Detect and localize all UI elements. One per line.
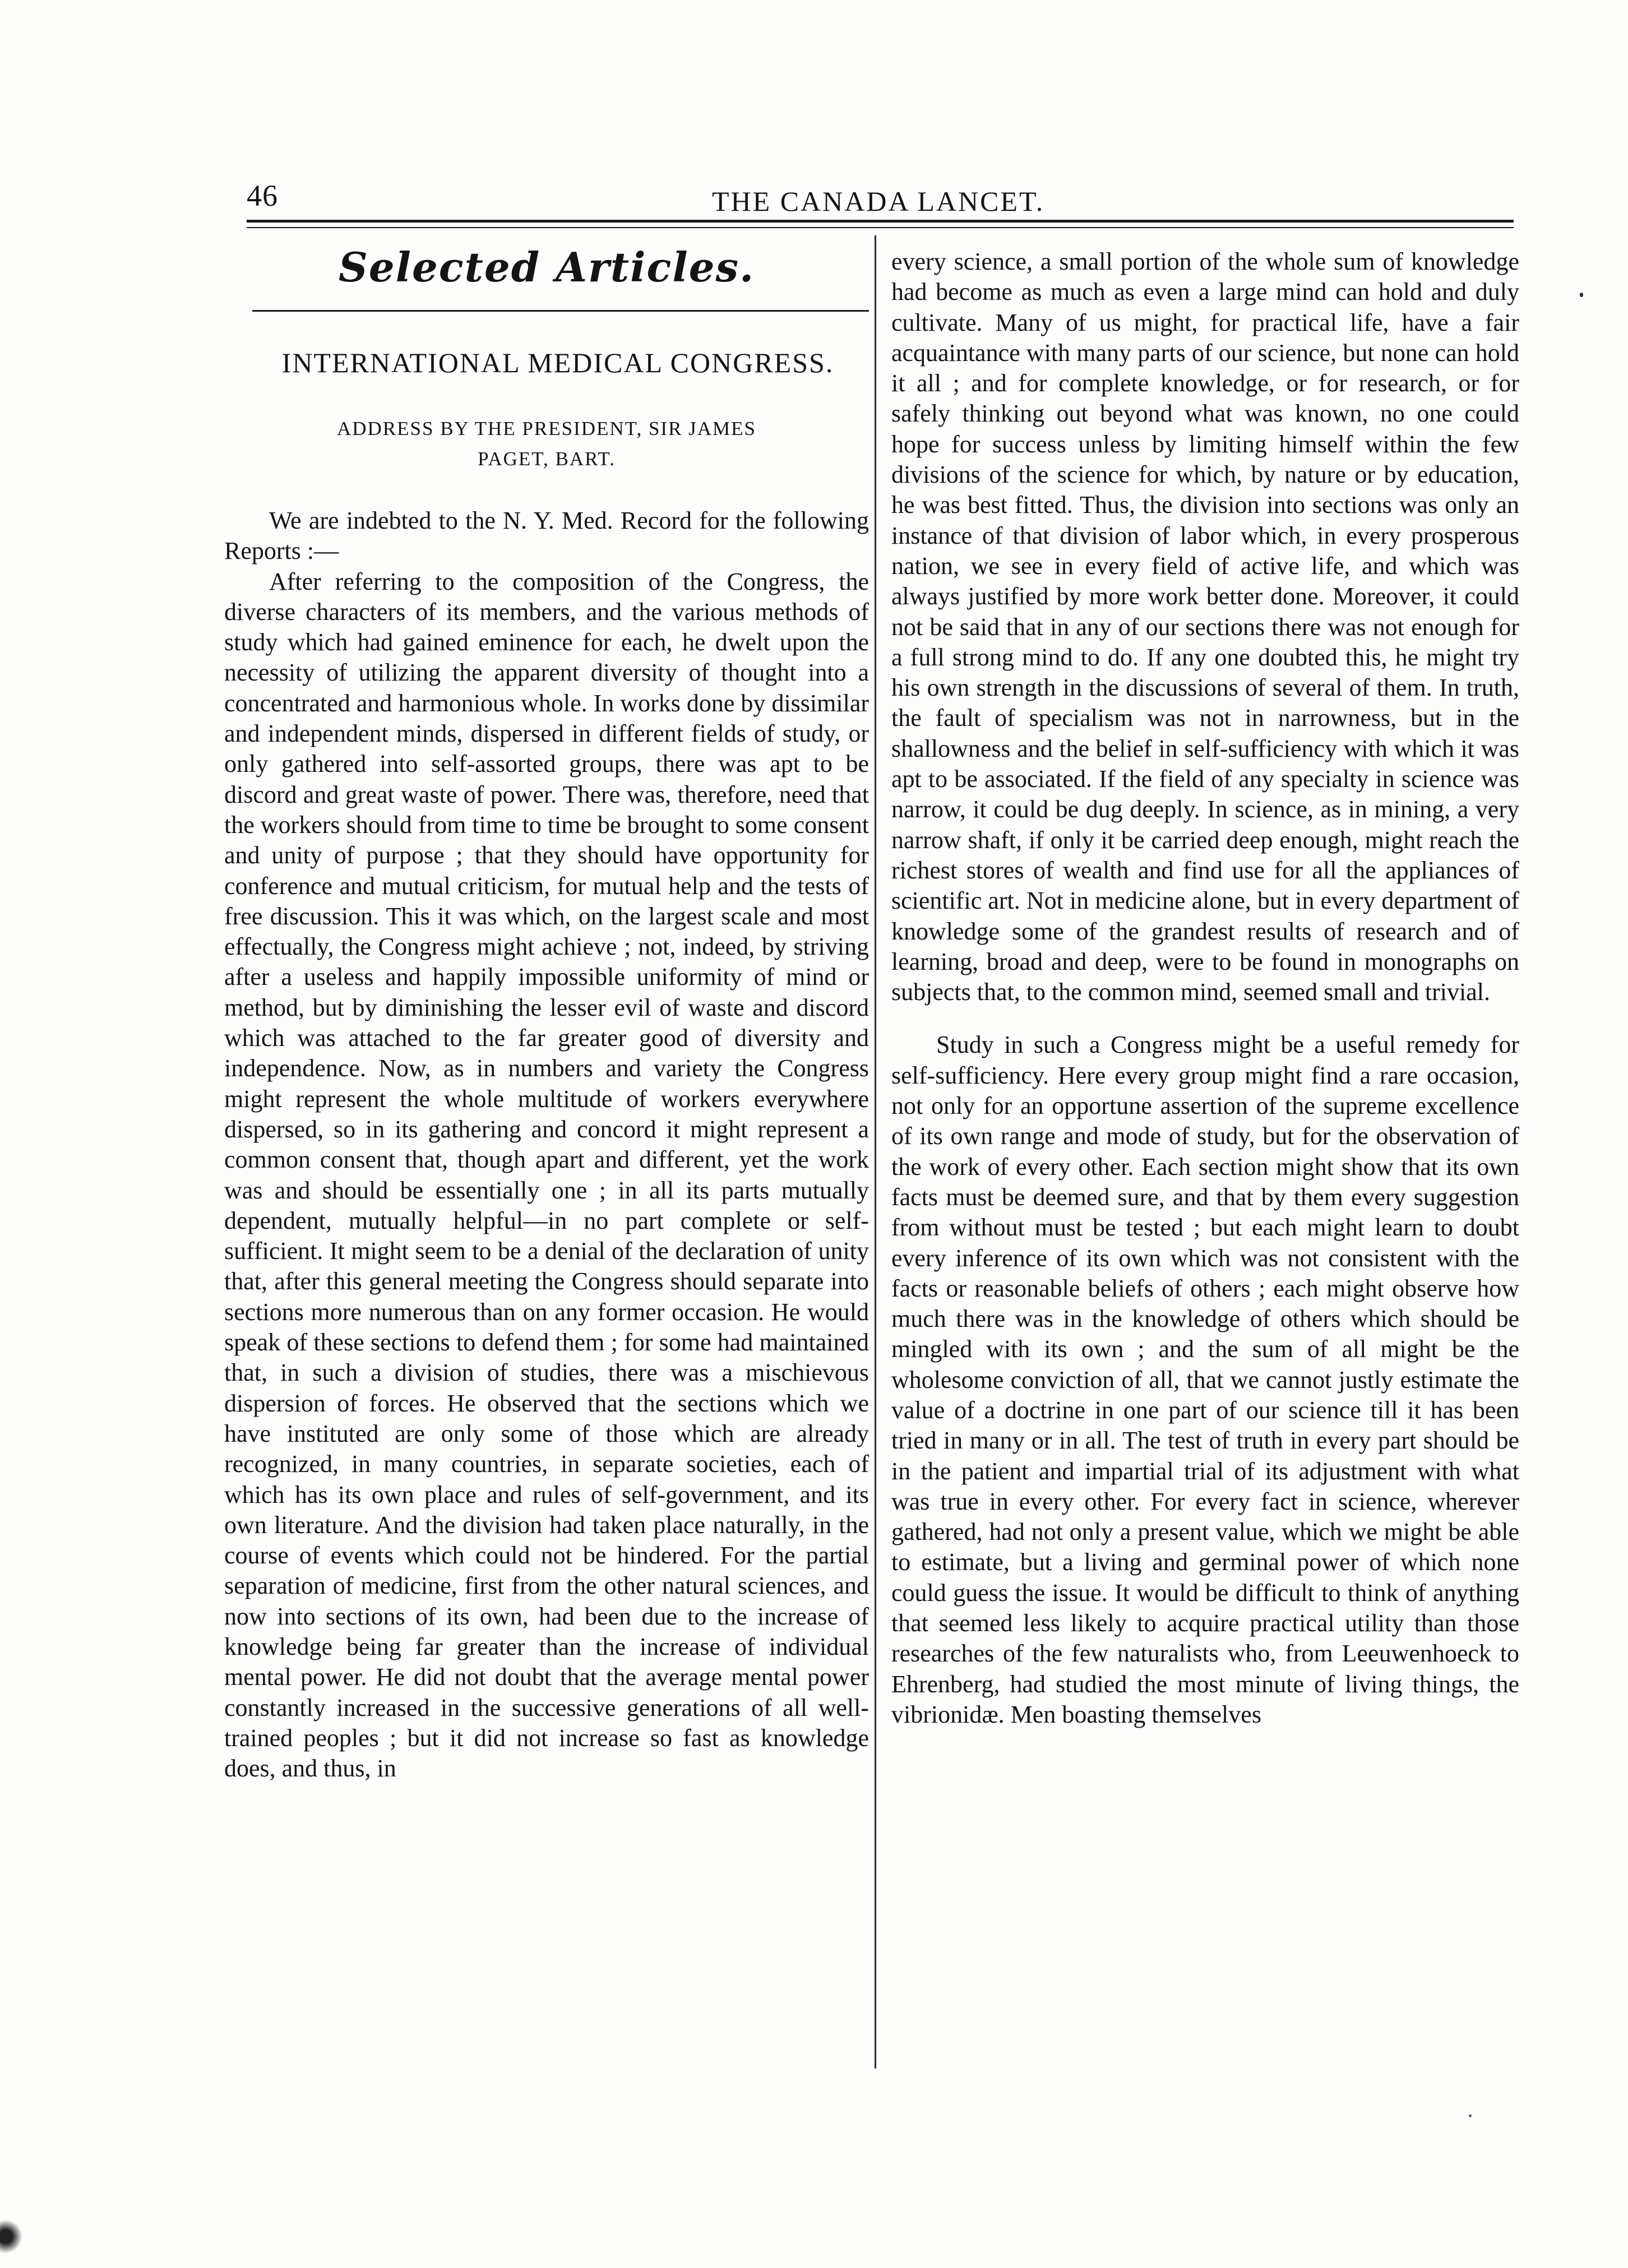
header-rule-thick	[247, 220, 1514, 223]
column-divider	[875, 235, 876, 2068]
paragraph: After referring to the composition of the Congress, the diverse characters of its members, and the various methods of study which had gained eminence for each, he dwelt upon the necessity of utilizing the apparent diversity of thought into a concentrated and harmonious whole. In works done by dissimilar and independent minds, dispersed in different fields of study, or only gathered into self-assorted groups, there was apt to be discord and great waste of power. There was, therefore, need that the workers should from time to time be brought to some consent and unity of purpose ; that they should have opportunity for conference and mutual criticism, for mutual help and the tests of free discussion. This it was which, on the largest scale and most effectually, the Congress might achieve ; not, indeed, by striving after a useless and happily impossible uniformity of mind or method, but by diminishing the lesser evil of waste and discord which was attached to the far greater good of diversity and independence. Now, as in numbers and variety the Congress might represent the whole multitude of workers everywhere dispersed, so in its gathering and concord it might represent a common consent that, though apart and different, yet the work was and should be essentially one ; in all its parts mutually dependent, mutually helpful—in no part complete or self-sufficient. It might seem to be a denial of the declaration of unity that, after this general meeting the Congress should separate into sections more numerous than on any former occasion. He would speak of these sections to defend them ; for some had maintained that, in such a division of studies, there was a mischievous dispersion of forces. He observed that the sections which we have instituted are only some of those which are already recognized, in many countries, in separate societies, each of which has its own place and rules of self-government, and its own literature. And the division had taken place naturally, in the course of events which could not be hindered. For the partial separation of medicine, first from the other natural sciences, and now into sections of its own, had been due to the increase of knowledge being far greater than the increase of individual mental power. He did not doubt that the average mental power constantly increased in the successive generations of all well-trained peoples ; but it did not increase so fast as knowledge does, and thus, in	[224, 567, 869, 1783]
page-number: 46	[247, 179, 278, 212]
paragraph: Study in such a Congress might be a useful remedy for self-sufficiency. Here every group might find a rare occasion, not only for an opportune assertion of the supreme excellence of its own range and mode of study, but for the observation of the work of every other. Each section might show that its own facts must be deemed sure, and that by them every suggestion from without must be tested ; but each might learn to doubt every inference of its own which was not consistent with the facts or reasonable beliefs of others ; each might observe how much there was in the knowledge of others which should be mingled with its own ; and the sum of all might be the wholesome conviction of all, that we cannot justly estimate the value of a doctrine in one part of our science till it has been tried in many or in all. The test of truth in every part should be in the patient and impartial trial of its adjustment with what was true in every other. For every fact in science, wherever gathered, had not only a present value, which we might be able to estimate, but a living and germinal power of which none could guess the issue. It would be difficult to think of anything that seemed less likely to acquire practical utility than those researches of the few naturalists who, from Leeuwenhoeck to Ehrenberg, had studied the most minute of living things, the vibrionidæ. Men boasting themselves	[891, 1031, 1519, 1728]
article-subtitle	[224, 414, 869, 474]
section-heading: Selected Articles.	[338, 243, 755, 291]
corner-smudge	[0, 2214, 39, 2253]
ink-speck	[1580, 293, 1583, 297]
running-title: THE CANADA LANCET.	[712, 186, 1045, 217]
paragraph: every science, a small portion of the whole sum of knowledge had become as much as even a large mind can hold and duly cultivate. Many of us might, for practical life, have a fair acquaintance with many parts of our science, but none can hold it all ; and for complete knowledge, or for research, or for safely thinking out beyond what was known, no one could hope for success unless by limiting himself within the few divisions of the science for which, by nature or by education, he was best fitted. Thus, the division into sections was only an instance of that division of labor which, in every prosperous nation, we see in every field of active life, and which was always justified by more work better done. Moreover, it could not be said that in any of our sections there was not enough for a full strong mind to do. If any one doubted this, he might try his own strength in the discussions of several of them. In truth, the fault of specialism was not in narrowness, but in the shallowness and the belief in self-sufficiency with which it was apt to be associated. If the field of any specialty in science was narrow, it could be dug deeply. In science, as in mining, a very narrow shaft, if only it be carried deep enough, might reach the richest stores of wealth and find use for all the appliances of scientific art. Not in medicine alone, but in every department of knowledge some of the grandest results of research and of learning, broad and deep, were to be found in monographs on subjects that, to the common mind, seemed small and trivial.	[891, 248, 1519, 1006]
article-subtitle-line: ADDRESS BY THE PRESIDENT, SIR JAMES	[336, 418, 757, 439]
ink-speck	[1469, 2114, 1472, 2117]
section-heading-rule	[252, 310, 869, 312]
left-column	[224, 235, 869, 1784]
article-subtitle-line: PAGET, BART.	[478, 448, 616, 470]
article-title: INTERNATIONAL MEDICAL CONGRESS.	[281, 347, 834, 378]
paragraph: We are indebted to the N. Y. Med. Record for the following Reports :—	[224, 507, 869, 565]
header-rule-thin	[247, 227, 1514, 228]
right-column	[891, 247, 1519, 1730]
